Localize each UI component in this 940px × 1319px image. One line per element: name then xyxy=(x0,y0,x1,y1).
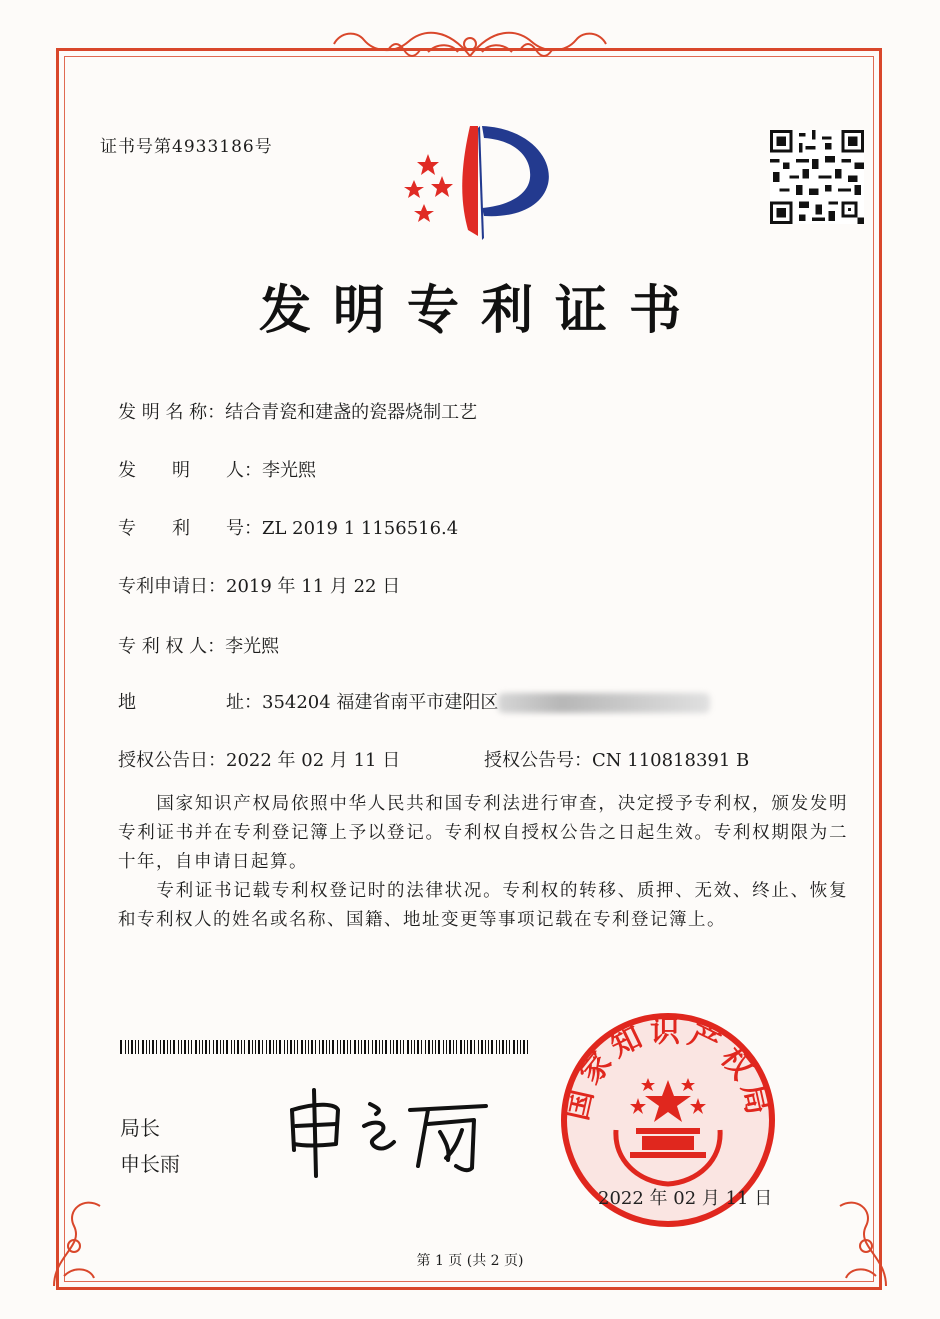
barcode-bar xyxy=(421,1040,422,1054)
barcode-bar xyxy=(305,1040,306,1054)
barcode-bar xyxy=(509,1040,510,1054)
barcode-bar xyxy=(223,1040,224,1054)
barcode-bar xyxy=(438,1040,440,1054)
barcode-bar xyxy=(343,1040,345,1054)
barcode-bar xyxy=(361,1040,362,1054)
barcode-bar xyxy=(496,1040,497,1054)
patentee-value: 李光熙 xyxy=(225,636,280,657)
filing-date-label: 专利申请日： xyxy=(118,576,226,597)
grant-date-row xyxy=(118,746,400,772)
invention-name-label: 发 明 名 称： xyxy=(118,402,226,423)
page-number: 第 1 页 (共 2 页) xyxy=(416,1253,524,1269)
barcode-bar xyxy=(188,1040,189,1054)
barcode-bar xyxy=(244,1040,245,1054)
grant-number-value: CN 110818391 B xyxy=(592,750,750,771)
barcode-bar xyxy=(311,1040,313,1054)
barcode-bar xyxy=(474,1040,475,1054)
bottom-left-ornament xyxy=(44,1186,114,1296)
barcode-bar xyxy=(234,1040,235,1054)
barcode-bar xyxy=(326,1040,327,1054)
barcode-bar xyxy=(340,1040,341,1054)
barcode-bar xyxy=(375,1040,377,1054)
barcode-bar xyxy=(400,1040,401,1054)
barcode-bar xyxy=(446,1040,447,1054)
address-row xyxy=(118,688,710,714)
patentee-row xyxy=(118,632,279,658)
barcode-bar xyxy=(322,1040,324,1054)
body-paragraph-2: 专利证书记载专利权登记时的法律状况。专利权的转移、质押、无效、终止、恢复和专利权人的姓名或名称、国籍、地址变更等事项记载在专利登记簿上。 xyxy=(118,881,848,930)
barcode-bar xyxy=(160,1040,161,1054)
barcode-bar xyxy=(276,1040,277,1054)
barcode-bar xyxy=(411,1040,412,1054)
director-signature xyxy=(278,1080,498,1180)
barcode-bar xyxy=(435,1040,436,1054)
barcode-bar xyxy=(354,1040,356,1054)
qr-code-icon xyxy=(770,130,864,224)
barcode-bar xyxy=(163,1040,165,1054)
barcode-bar xyxy=(195,1040,197,1054)
barcode-bar xyxy=(156,1040,157,1054)
bottom-right-ornament xyxy=(826,1186,896,1296)
patent-number-row xyxy=(118,514,458,540)
barcode-bar xyxy=(184,1040,186,1054)
barcode-bar xyxy=(470,1040,472,1054)
barcode-bar xyxy=(135,1040,136,1054)
barcode-bar xyxy=(379,1040,380,1054)
barcode-bar xyxy=(337,1040,338,1054)
barcode-bar xyxy=(125,1040,126,1054)
barcode-bar xyxy=(178,1040,179,1054)
barcode-bar xyxy=(152,1040,154,1054)
barcode-bar xyxy=(485,1040,486,1054)
barcode-bar xyxy=(364,1040,366,1054)
barcode-bar xyxy=(142,1040,144,1054)
top-ornament xyxy=(328,22,612,72)
barcode-bar xyxy=(237,1040,239,1054)
barcode-bar xyxy=(385,1040,387,1054)
grant-number-row xyxy=(484,746,749,772)
barcode-bar xyxy=(332,1040,334,1054)
barcode-bar xyxy=(517,1040,518,1054)
barcode-bar xyxy=(284,1040,285,1054)
barcode-bar xyxy=(407,1040,409,1054)
barcode-bar xyxy=(414,1040,415,1054)
barcode-bar xyxy=(308,1040,309,1054)
barcode-bar xyxy=(319,1040,320,1054)
barcode-bar xyxy=(146,1040,147,1054)
barcode-bar xyxy=(382,1040,383,1054)
barcode-bar xyxy=(266,1040,267,1054)
barcode-bar xyxy=(393,1040,394,1054)
barcode-bar xyxy=(425,1040,426,1054)
barcode-icon xyxy=(120,1040,532,1054)
barcode-bar xyxy=(248,1040,250,1054)
barcode-bar xyxy=(297,1040,298,1054)
barcode-bar xyxy=(181,1040,182,1054)
barcode-bar xyxy=(403,1040,404,1054)
filing-date-row xyxy=(118,572,400,598)
barcode-bar xyxy=(213,1040,214,1054)
barcode-bar xyxy=(216,1040,218,1054)
barcode-bar xyxy=(287,1040,288,1054)
barcode-bar xyxy=(167,1040,168,1054)
barcode-bar xyxy=(269,1040,271,1054)
seal-text: 国家知识产权局 xyxy=(559,1014,777,1124)
barcode-bar xyxy=(138,1040,139,1054)
barcode-bar xyxy=(372,1040,373,1054)
barcode-bar xyxy=(199,1040,200,1054)
barcode-bar xyxy=(241,1040,242,1054)
barcode-bar xyxy=(467,1040,468,1054)
inventor-label: 发 明 人： xyxy=(118,460,262,481)
barcode-bar xyxy=(315,1040,316,1054)
barcode-bar xyxy=(205,1040,207,1054)
barcode-bar xyxy=(506,1040,507,1054)
barcode-bar xyxy=(396,1040,398,1054)
barcode-bar xyxy=(252,1040,253,1054)
barcode-bar xyxy=(273,1040,274,1054)
barcode-bar xyxy=(417,1040,419,1054)
patent-number-value: ZL 2019 1 1156516.4 xyxy=(262,518,459,539)
barcode-bar xyxy=(488,1040,489,1054)
barcode-bar xyxy=(527,1040,528,1054)
barcode-bar xyxy=(202,1040,203,1054)
director-title: 局长 xyxy=(120,1116,160,1140)
address-value: 354204 福建省南平市建阳区 xyxy=(262,692,499,713)
barcode-bar xyxy=(478,1040,479,1054)
barcode-bar xyxy=(173,1040,175,1054)
barcode-bar xyxy=(226,1040,228,1054)
barcode-bar xyxy=(499,1040,500,1054)
barcode-bar xyxy=(491,1040,493,1054)
barcode-bar xyxy=(329,1040,330,1054)
barcode-bar xyxy=(220,1040,221,1054)
barcode-bar xyxy=(294,1040,295,1054)
barcode-bar xyxy=(460,1040,462,1054)
barcode-bar xyxy=(347,1040,348,1054)
barcode-bar xyxy=(128,1040,129,1054)
barcode-bar xyxy=(170,1040,171,1054)
barcode-bar xyxy=(453,1040,454,1054)
barcode-bar xyxy=(449,1040,451,1054)
invention-name-row xyxy=(118,398,477,424)
director-name: 申长雨 xyxy=(120,1152,180,1176)
barcode-bar xyxy=(149,1040,150,1054)
barcode-bar xyxy=(520,1040,521,1054)
barcode-bar xyxy=(456,1040,457,1054)
barcode-bar xyxy=(131,1040,133,1054)
barcode-bar xyxy=(428,1040,430,1054)
barcode-bar xyxy=(513,1040,515,1054)
body-paragraph-1: 国家知识产权局依照中华人民共和国专利法进行审查，决定授予专利权，颁发发明专利证书并在专利登记簿上予以登记。专利权自授权公告之日起生效。专利权期限为二十年，自申请日起算。 xyxy=(118,794,848,872)
seal-date: 2022 年 02 月 11 日 xyxy=(598,1188,773,1209)
barcode-bar xyxy=(358,1040,359,1054)
barcode-bar xyxy=(262,1040,263,1054)
address-label: 地 址： xyxy=(118,692,262,713)
inventor-value: 李光熙 xyxy=(262,460,316,481)
invention-name-value: 结合青瓷和建盏的瓷器烧制工艺 xyxy=(225,402,478,423)
inventor-row xyxy=(118,456,316,482)
barcode-bar xyxy=(523,1040,525,1054)
certificate-title: 发明专利证书 xyxy=(258,280,703,341)
barcode-bar xyxy=(464,1040,465,1054)
barcode-bar xyxy=(301,1040,303,1054)
barcode-bar xyxy=(368,1040,369,1054)
grant-date-value: 2022 年 02 月 11 日 xyxy=(226,750,401,771)
barcode-bar xyxy=(279,1040,281,1054)
patentee-label: 专 利 权 人： xyxy=(118,636,226,657)
barcode-bar xyxy=(191,1040,192,1054)
grant-number-label: 授权公告号： xyxy=(484,750,592,771)
barcode-bar xyxy=(209,1040,210,1054)
grant-date-label: 授权公告日： xyxy=(118,750,226,771)
barcode-bar xyxy=(390,1040,391,1054)
certificate-number: 证书号第4933186号 xyxy=(100,137,273,157)
filing-date-value: 2019 年 11 月 22 日 xyxy=(226,576,401,597)
barcode-bar xyxy=(231,1040,232,1054)
patent-number-label: 专 利 号： xyxy=(118,518,262,539)
barcode-bar xyxy=(120,1040,122,1054)
barcode-bar xyxy=(502,1040,504,1054)
barcode-bar xyxy=(432,1040,433,1054)
patent-office-logo-icon xyxy=(398,118,558,248)
barcode-bar xyxy=(290,1040,292,1054)
barcode-bar xyxy=(350,1040,351,1054)
barcode-bar xyxy=(443,1040,444,1054)
barcode-bar xyxy=(258,1040,260,1054)
redacted-address xyxy=(498,693,710,713)
barcode-bar xyxy=(481,1040,483,1054)
barcode-bar xyxy=(255,1040,256,1054)
